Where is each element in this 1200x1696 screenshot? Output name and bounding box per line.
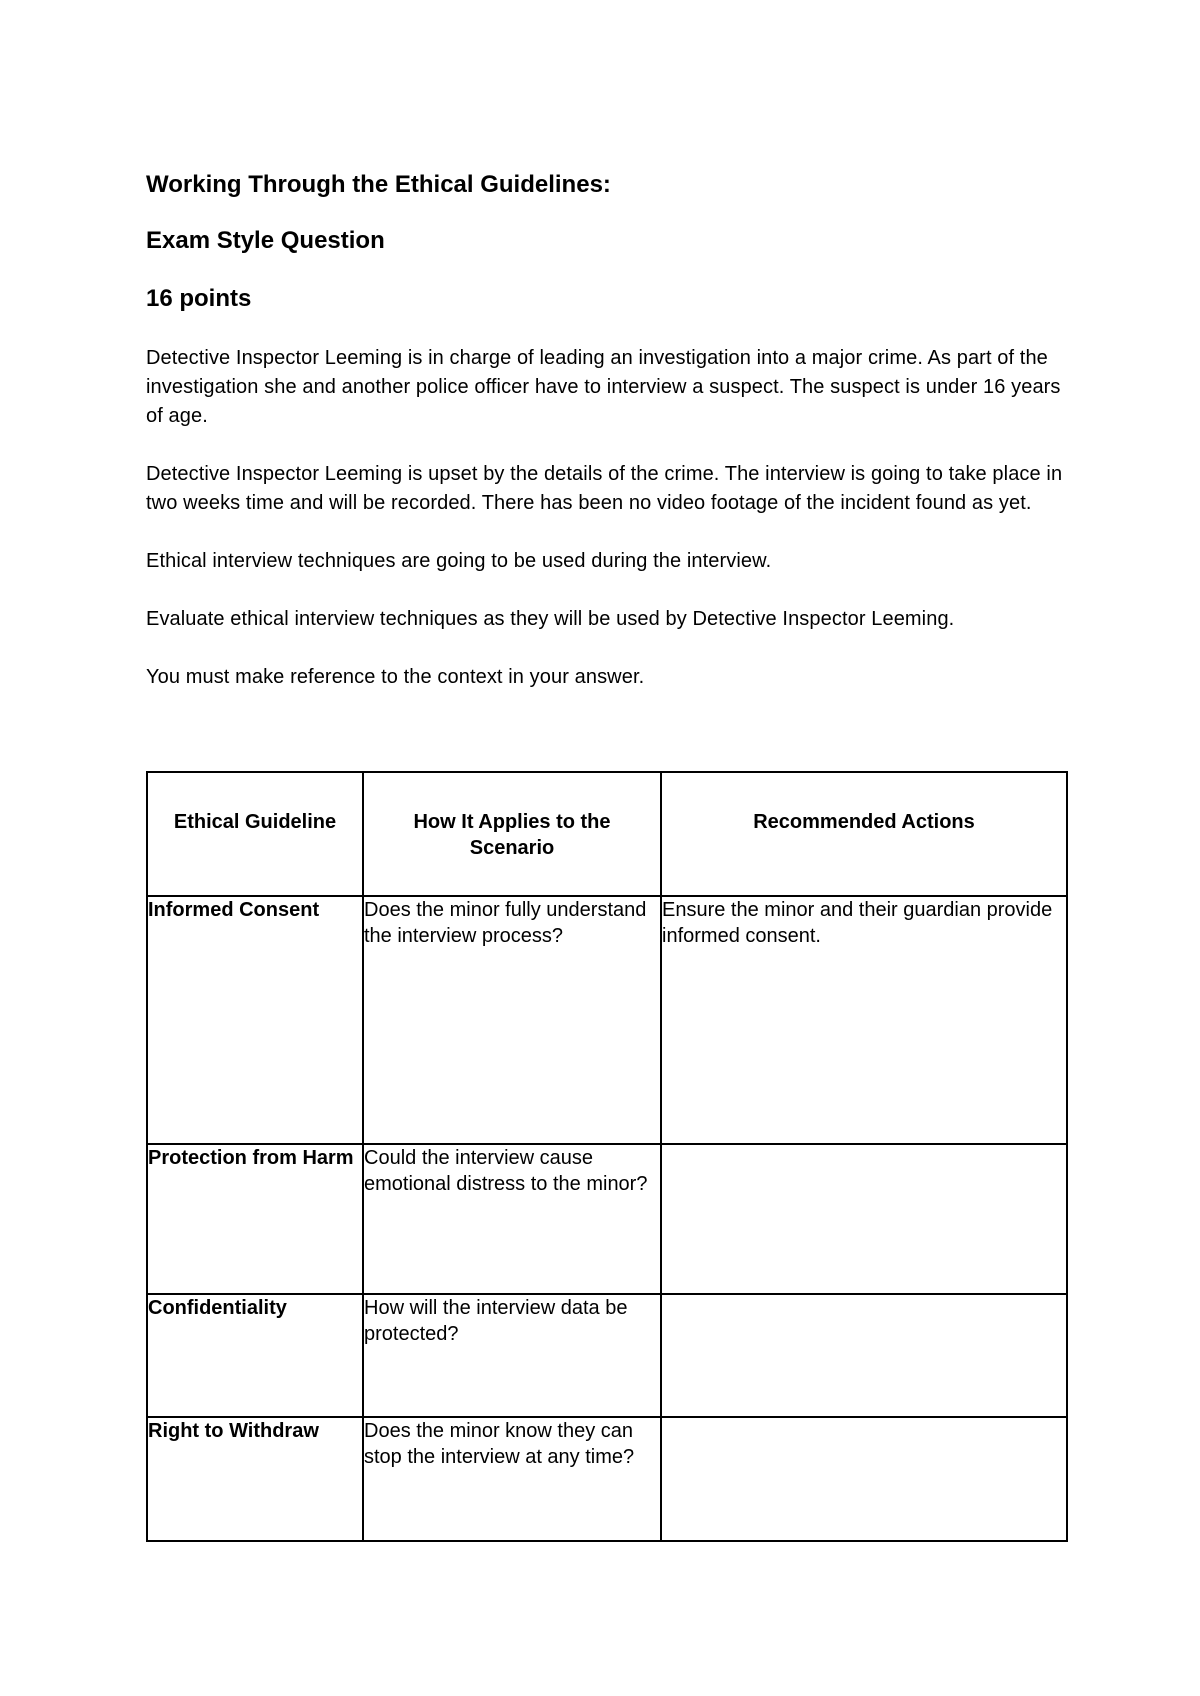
- table-row: [147, 896, 1067, 1144]
- paragraph-details: Detective Inspector Leeming is upset by the details of the crime. The interview is going to take place in two weeks time and will be recorded. There has been no video footage of the incident found as yet.: [146, 463, 1063, 514]
- document-title: Working Through the Ethical Guidelines:: [146, 171, 611, 198]
- application-cell: How will the interview data be protected?: [363, 1294, 661, 1417]
- paragraph-techniques: Ethical interview techniques are going to be used during the interview.: [146, 550, 772, 572]
- action-cell[interactable]: Ensure the minor and their guardian provide informed consent.: [661, 896, 1067, 1144]
- application-cell: Does the minor know they can stop the interview at any time?: [363, 1417, 661, 1541]
- document-subtitle: Exam Style Question: [146, 227, 385, 254]
- header-actions: Recommended Actions: [661, 772, 1067, 896]
- action-cell[interactable]: [661, 1144, 1067, 1294]
- table-row: [147, 1144, 1067, 1294]
- table-row: [147, 1417, 1067, 1541]
- ethics-table: [146, 771, 1068, 1542]
- table-header-row: [147, 772, 1067, 896]
- guideline-cell: Protection from Harm: [147, 1144, 363, 1294]
- guideline-cell: Confidentiality: [147, 1294, 363, 1417]
- action-cell[interactable]: [661, 1294, 1067, 1417]
- header-application: How It Applies to the Scenario: [363, 772, 661, 896]
- paragraph-scenario: Detective Inspector Leeming is in charge of leading an investigation into a major crime. As part of the investigation she and another police officer have to interview a suspect. The suspect is under 16 years of age.: [146, 347, 1061, 427]
- paragraph-evaluate: Evaluate ethical interview techniques as they will be used by Detective Inspector Leeming.: [146, 608, 955, 630]
- guideline-cell: Informed Consent: [147, 896, 363, 1144]
- action-cell[interactable]: [661, 1417, 1067, 1541]
- table-row: [147, 1294, 1067, 1417]
- application-cell: Could the interview cause emotional distress to the minor?: [363, 1144, 661, 1294]
- header-guideline: Ethical Guideline: [147, 772, 363, 896]
- document-body: [146, 170, 1066, 721]
- paragraph-context: You must make reference to the context in your answer.: [146, 666, 645, 688]
- points-label: 16 points: [146, 285, 252, 312]
- guideline-cell: Right to Withdraw: [147, 1417, 363, 1541]
- application-cell: Does the minor fully understand the interview process?: [363, 896, 661, 1144]
